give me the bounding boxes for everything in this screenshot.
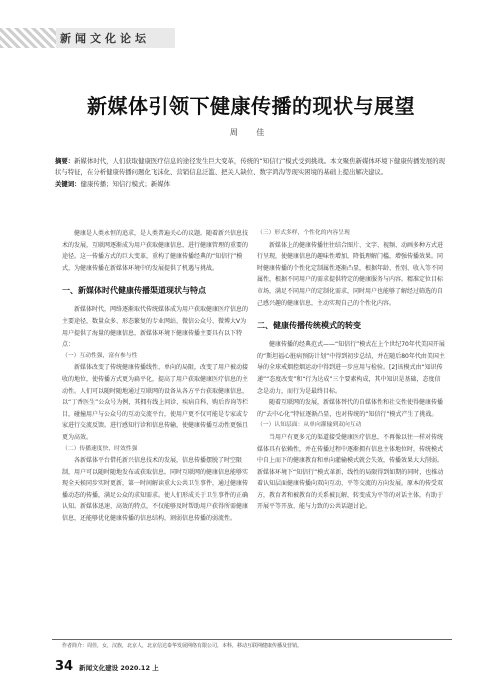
column-name: 新闻文化论坛 xyxy=(60,32,150,45)
body-paragraph: 健康传播的经典范式——“知信行”模式在上个世纪70年代美国开展的“斯坦福心脏病预防计划”中得到初步总结，并在随后80年代由美国主导的全球戒烟控烟运动中得到进一步应用与检验。[2]该模式由“知识传递”“态度改变”和“行为达成”三个要素构成，其中知识是基础，态度信念是动力，而行为是最终目标。 xyxy=(257,341,445,395)
abstract-block xyxy=(55,156,447,190)
body-paragraph: 新媒体时代，网络逐渐取代传统媒体成为用户获取健康医疗信息的主要途径，数量众多、形态繁复的专业网站、微信公众号、微博大V为用户提供了海量的健康信息，新媒体环境下健康传播主要具有以下特点： xyxy=(62,306,249,349)
author-footnote: 作者简介：周佳，女，汉族，北京人，北京信达泰华发展网络有限公司，本科，移动互联网健康传播及营销。 xyxy=(62,643,303,649)
subsection-heading: （一）认知层面：从单向灌输到双向互动 xyxy=(257,422,362,429)
body-paragraph: 当用户有更多元的渠道接受健康医疗信息，不再像以往一样对传统媒体具有依赖性，并在传播过程中逐渐拥有信息主体地位时，传统模式中自上而下的健康教育和单向灌输模式就会失效，传播效果大大削弱。新媒体环境下“知信行”模式革新，线性的局限得到如期的同时，也推动着认知层面健康传播向双向互动、平等交流的方向发展。原本的传受双方，教育者和被教育的关系被瓦解，转变成为平等的对话主体，有助于开展平等开放、能与力致的公共话题讨论。 xyxy=(257,433,444,511)
page-footer xyxy=(55,659,159,674)
header-stripe-decoration xyxy=(0,28,60,48)
right-column xyxy=(257,228,445,513)
column-header xyxy=(0,28,175,48)
section-heading-1: 一、新媒体时代健康传播渠道现状与特点 xyxy=(62,286,206,296)
intro-paragraph: 健康是人类永恒的追求，是人类普遍关心的议题。随着新兴信息技术的发展，互联网逐渐成为用户获取健康信息、进行健康管理的重要的途径。这一传播方式的巨大变革，重构了健康传播经典的“知信行”模式，为健康传播在新媒体环境中的发展提供了机遇与挑战。 xyxy=(62,230,249,272)
article-author: 周 佳 xyxy=(229,128,273,137)
body-paragraph: 新媒体改变了传统健康传播线性、单向的局限，改变了用户被动接收的地位，使传播方式更为扁平化，提高了用户获取健康医疗信息的主动性。人们可以随时随地通过互联网的设备从各方平台获取健康信息，以“丁香医生”公众号为例，其拥有线上问诊、疾病自科、购后咨询等栏目，碰撞用户与公众号的互动交流平台，使用户更不仅可能是专家或专家进行交流反馈。进行感知行诊和信息传输，使健康传播互动性更强且更为高效。 xyxy=(62,364,249,441)
page-number: 34 xyxy=(55,659,74,674)
keywords-text: 健康传播；知信行模式；新媒体 xyxy=(80,179,171,188)
abstract-text: 新媒体时代，人们获取健康医疗信息的途径发生巨大变革，传统的“知信行”模式受到挑战。本文聚焦新媒体环境下健康传播发展的现状与特征，在分析健康传播问题化飞沫化、营销信息泛滥、把关人缺位、数字鸿沟等现实困境的基础上提出解决建议。 xyxy=(55,157,446,177)
body-paragraph: 各新媒体平台借托新兴信息技术的发展，信息传播摆脱了时空限制，用户可以随时随地发布或获取信息。同时互联网的健康信息能够实现全天候同步实时更新，第一时间解读重大公共卫生事件，通过健康传播动态的传播，满足公众的求知需求。使人们形成关于卫生事件的正确认知。新媒体迅速、高效的特点，不仅能够及时帮助用户获得所需健康信息，还能够优化健康传播的信息结构，割弱信息传播的弱流性。 xyxy=(62,457,249,523)
body-paragraph: 随着互联网的发展，新媒体替代的自媒体性和社交性使得健康传播的“去中心化”特征逐渐凸显，也对传统的“知信行”模式产生了挑战。 xyxy=(257,399,444,418)
journal-issue: 新闻文化建设 2020.12 上 xyxy=(79,664,159,672)
subsection-heading: （二）传播速度快，时效性强 xyxy=(62,445,138,452)
keywords xyxy=(55,179,447,190)
keywords-label: 关键词： xyxy=(55,179,81,188)
abstract-label: 摘要： xyxy=(55,157,75,165)
section-heading-2: 二、健康传播传统模式的转变 xyxy=(257,321,361,331)
body-paragraph: 新媒体上的健康传播往往结合图片、文字、视频、动画多种方式进行呈现，使健康信息的趣味性增加，降低理解门槛，增强传播效果。同时健康传播的个性化定制属性逐渐凸显，根据年龄、性别、收入等不同属性，根据不同用户的需求提供特定的健康服务与内容。精准定位目标市场，满足不同用户的定制化需求，同时用户也能够了解经过筛选的自己感兴趣的健康信息，主动实现自己的个性化内容。 xyxy=(257,241,444,307)
left-column xyxy=(62,228,250,525)
footnote-divider xyxy=(52,639,452,640)
subsection-heading: （一）互动性强，富有参与性 xyxy=(62,352,138,359)
article-title: 新媒体引领下健康传播的现状与展望 xyxy=(87,94,415,118)
subsection-heading: （三）形式多样，个性化的内容呈现 xyxy=(257,230,350,236)
abstract xyxy=(55,156,447,179)
